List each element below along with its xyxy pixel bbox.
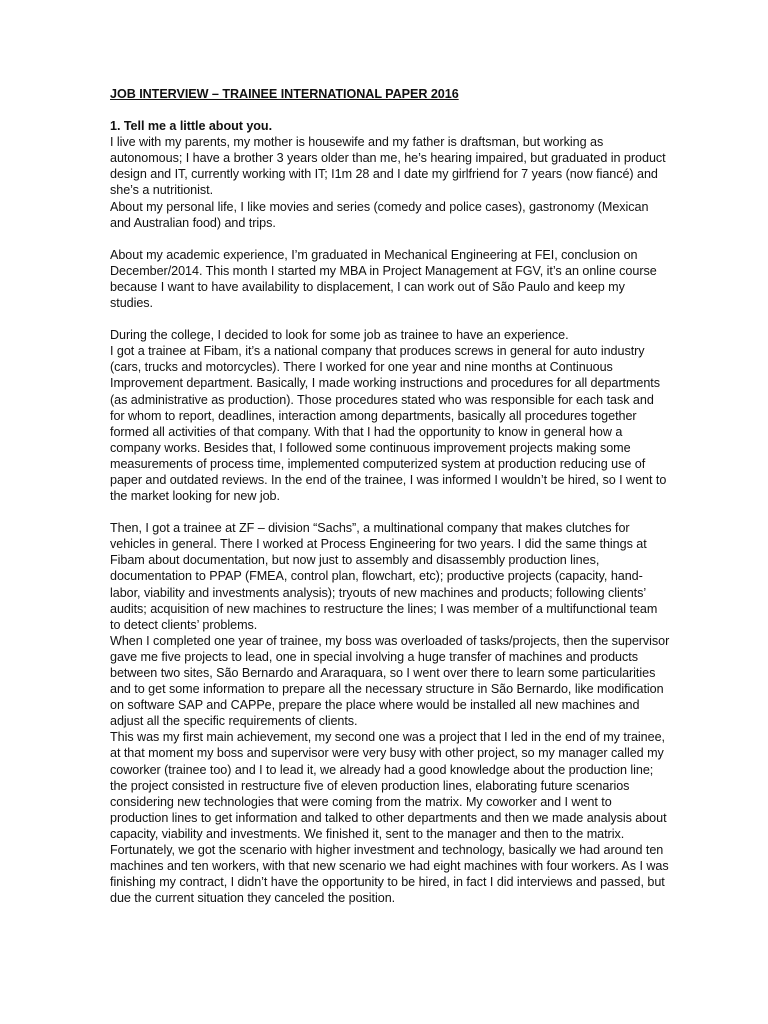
paragraph-spacer xyxy=(110,504,670,520)
question-heading: 1. Tell me a little about you. xyxy=(110,119,273,134)
paragraph-fibam: I got a trainee at Fibam, it’s a national company that produces screws in general for auto industry (cars, trucks and motorcycles). There I worked for one year and nine months at Continuous Improvement department. Basically, I made working instructions and procedures for all departments (as administrative as production). Those procedures stated who was responsible for each task and for whom to report, deadlines, interaction among departments, basically all procedures together formed all activities of that company. With that I had the opportunity to know in general how a company works. Besides that, I followed some continuous improvement projects making some measurements of process time, implemented computerized system at production reducing use of paper and outdated reviews. In the end of the trainee, I was informed I wouldn’t be hired, so I went to the market looking for new job. xyxy=(110,344,667,504)
document-page xyxy=(110,86,670,906)
paragraph-college-intro: During the college, I decided to look for some job as trainee to have an experience. xyxy=(110,328,569,343)
paragraph-first-year: When I completed one year of trainee, my boss was overloaded of tasks/projects, then the supervisor gave me five projects to lead, one in special involving a huge transfer of machines and products between two sites, São Bernardo and Araraquara, so I went over there to learn some particularities and to get some information to prepare all the necessary structure in São Bernardo, like modification on software SAP and CAPPe, prepare the place where would be installed all new machines and adjust all the specific requirements of clients. xyxy=(110,633,670,729)
paragraph-family: I live with my parents, my mother is housewife and my father is draftsman, but working as autonomous; I have a brother 3 years older than me, he’s hearing impaired, but graduated in product design and IT, currently working with IT; I1m 28 and I date my girlfriend for 7 years (now fiancé) and she’s a nutritionist. xyxy=(110,135,666,198)
paragraph-academic: About my academic experience, I’m graduated in Mechanical Engineering at FEI, conclusion on December/2014. This month I started my MBA in Project Management at FGV, it’s an online course because I want to have availability to displacement, I can work out of São Paulo and keep my studies. xyxy=(110,247,657,311)
paragraph-spacer xyxy=(110,231,670,247)
paragraph-personal-life: About my personal life, I like movies and series (comedy and police cases), gastronomy (Mexican and Australian food) and trips. xyxy=(110,199,649,230)
paragraph-achievements: This was my first main achievement, my second one was a project that I led in the end of my trainee, at that moment my boss and supervisor were very busy with other project, so my manager called my coworker (trainee too) and I to lead it, we already had a good knowledge about the production line; the project consisted in restructure five of eleven production lines, elaborating future scenarios considering new technologies that were coming from the matrix. My coworker and I went to production lines to get information and talked to other departments and then we made analysis about capacity, viability and investments. We finished it, sent to the manager and then to the matrix. Fortunately, we got the scenario with higher investment and technology, basically we had around ten machines and ten workers, with that new scenario we had eight machines with four workers. As I was finishing my contract, I didn’t have the opportunity to be hired, in fact I did interviews and passed, but due the current situation they canceled the position. xyxy=(110,730,669,906)
paragraph-spacer xyxy=(110,311,670,327)
document-title: JOB INTERVIEW – TRAINEE INTERNATIONAL PAPER 2016 xyxy=(110,87,459,101)
paragraph-zf: Then, I got a trainee at ZF – division “Sachs”, a multinational company that makes clutches for vehicles in general. There I worked at Process Engineering for two years. I did the same things at Fibam about documentation, but now just to assembly and disassembly production lines, documentation to PPAP (FMEA, control plan, flowchart, etc); productive projects (capacity, hand-labor, viability and investments analysis); tryouts of new machines and products; following clients’ audits; acquisition of new machines to restructure the lines; I was member of a multifunctional team to detect clients’ problems. xyxy=(110,521,658,632)
